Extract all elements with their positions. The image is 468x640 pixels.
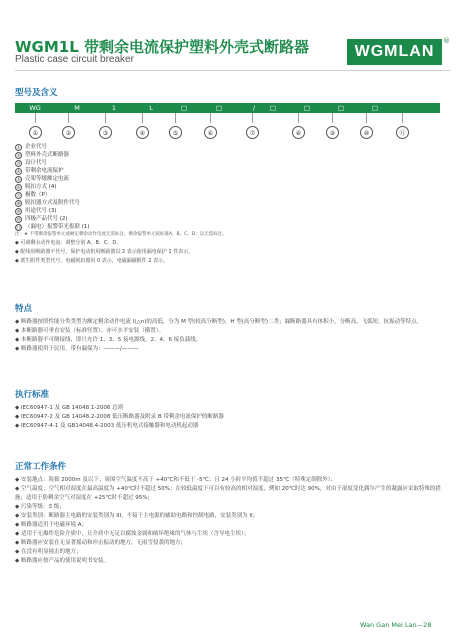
model-code-number: ⑩ [360, 126, 373, 139]
model-code-cell: M [74, 104, 80, 112]
standard-item: ◆ IEC60947-2 及 GB 14048.2-2008 低压断路器及附录 B 带剩余电流保护的断路器 [15, 414, 224, 420]
model-bullet: ◆ 可调剩余动作电流：调整分别 A、B、C、D。 [15, 240, 122, 246]
standards-heading: 执行标准 [15, 390, 50, 400]
condition-item: ◆ 空气温度：空气相对湿度在最高温度为 +40℃时不超过 50%；在较低温度下可以有较高的相对湿度，例如 20℃时达 90%，对由于湿度变化偶尔产生的凝露应采取特殊的措施；适用于防剩余空气对湿度在 +25℃时不超过 95%； [15, 486, 441, 501]
model-code-tick [68, 113, 69, 123]
item-text: 脱扣方式 (4) [25, 184, 57, 190]
item-text: 带剩余电流保护 [25, 168, 64, 174]
model-code-number: ⑦ [246, 126, 259, 139]
item-number: ① [16, 145, 21, 151]
standards-list [15, 404, 447, 431]
model-code-number: ③ [99, 126, 112, 139]
model-code-tick [210, 113, 211, 123]
registered-mark: ® [443, 37, 450, 45]
model-code-tick [35, 113, 36, 123]
condition-item: ◆ 安装地点：海拔 2000m 及以下；周围空气温度不高于 +40℃和不低于 -5℃；且 24 小时平均值不超过 35℃（特殊定制除外）； [15, 477, 336, 483]
model-meaning-item [15, 151, 445, 159]
condition-item: ◆ 断路器适用于电磁环境 A； [15, 522, 87, 528]
item-text: （漏电）报警带光报联 (1) [25, 224, 90, 230]
model-code-cell: □ [371, 104, 379, 112]
item-number: ⑩ [16, 217, 21, 223]
item-text: 用途代号 (3) [25, 208, 57, 214]
model-code-cell: WG [29, 104, 41, 112]
model-meaning-item [15, 207, 445, 215]
item-number: ⑥ [16, 185, 21, 191]
item-number: ⑨ [16, 209, 21, 215]
model-code-tick [332, 113, 333, 123]
header-divider [15, 70, 450, 71]
model-code-tick [298, 113, 299, 123]
model-code-tick [252, 113, 253, 123]
model-code-number: ② [62, 126, 75, 139]
condition-item: ◆ 断路器应按产品的使用说明书安装。 [15, 558, 109, 564]
features-heading: 特点 [15, 304, 33, 314]
feature-item: ◆ 断路器使用于民用，带有漏保为：———/——— [15, 346, 139, 352]
conditions-heading: 正常工作条件 [15, 462, 67, 472]
model-meaning-item [15, 175, 445, 183]
model-code-tick [105, 113, 106, 123]
model-meaning-item [15, 143, 445, 151]
item-number: ② [16, 153, 21, 159]
model-meaning-item [15, 159, 445, 167]
item-text: 极数（P） [25, 192, 51, 198]
model-code-tick [402, 113, 403, 123]
model-meaning-item [15, 183, 445, 191]
model-meaning-item [15, 215, 445, 223]
model-code-number: ① [29, 126, 42, 139]
item-number: ⑦ [16, 193, 21, 199]
model-code-cell: / [252, 104, 256, 112]
model-meaning-item [15, 199, 445, 207]
page-footer: Wan Gan Mei Lan—28 [360, 621, 432, 629]
model-code-cell: L [149, 104, 153, 112]
page-title: WGM1L 带剩余电流保护塑料外壳式断路器 [15, 38, 310, 56]
item-number: ⑧ [16, 201, 21, 207]
item-number: ④ [16, 169, 21, 175]
model-code-cell: □ [180, 104, 188, 112]
item-text: 企业代号 [25, 144, 48, 150]
feature-item: ◆ 断路器按照性能分类类型为额定剩余动作电流 I(△n)的高低，分为 M 型(较高分断型)，H 型(高分断型)二类；漏断路器具有体积小，分断高，飞弧短，抗振动等特点。 [15, 319, 423, 325]
condition-item: ◆ 污染等级：3 级； [15, 504, 65, 510]
model-meaning-item [15, 167, 445, 175]
condition-item: ◆ 适用于无爆炸危险介质中，且介质中无足以腐蚀金属和破坏绝缘的气体与尘埃（含导电尘埃）； [15, 531, 250, 537]
model-code-tick [142, 113, 143, 123]
item-text: 塑料外壳式断路器 [25, 152, 70, 158]
features-list [15, 318, 447, 354]
model-meaning-list [15, 143, 445, 266]
model-heading: 型号及含义 [15, 88, 58, 98]
condition-item: ◆ 安装类别：断路器主电路的安装类别为 III，不接于主电源的辅助电路和控制电路，安装类别为 II； [15, 513, 259, 519]
model-code-cell: □ [337, 104, 345, 112]
item-number: ③ [16, 161, 21, 167]
brand-logo: WGMLAN [347, 39, 442, 65]
model-meaning-item [15, 223, 445, 231]
model-code-cell: □ [269, 104, 277, 112]
standard-item: ◆ IEC60947-1 及 GB 14048.1-2006 总则 [15, 405, 124, 411]
condition-item: ◆ 断路器应安装在无显著摇动和冲击振动的地方，无雨雪侵袭的地方； [15, 540, 186, 546]
item-text: 设计代号 [25, 160, 48, 166]
model-meaning-item [15, 191, 445, 199]
condition-item: ◆ 在没有明显撞击的地方； [15, 549, 82, 555]
item-number: ⑪ [16, 225, 21, 231]
model-code-number: ④ [136, 126, 149, 139]
model-note: 注：★ 不带剩余报警单元或额定剩余动作电流无需标注，剩余报警单元按标准A、B、C、D；以无需标注。 [15, 232, 227, 237]
item-text: 壳架等级额定电流 [25, 176, 70, 182]
conditions-list [15, 476, 447, 566]
item-text: 脱扣器方式及附件代号 [25, 200, 81, 206]
item-text: 四极产品代号 (2) [25, 216, 68, 222]
feature-item: ◆ 本断路器不可倒接线，即只允许 1、3、5 接电源线，2、4、6 接负载线。 [15, 337, 202, 343]
item-number: ⑤ [16, 177, 21, 183]
page-subtitle: Plastic case circuit breaker [15, 54, 134, 65]
model-code-number: ⑤ [169, 126, 182, 139]
model-code-number: ⑪ [396, 126, 409, 139]
model-code-tick [175, 113, 176, 123]
model-code-tick [366, 113, 367, 123]
model-code-cell: □ [303, 104, 311, 112]
model-bullet: ◆ 派生附件类型代号，电磁脱扣器用 0 表示，电磁漏磁附件 2 表示。 [15, 258, 169, 264]
model-code-cell: □ [215, 104, 223, 112]
standard-item: ◆ IEC60947-4-1 及 GB14048.4-2003 低压机电式接触器和电动机起动器 [15, 423, 199, 429]
model-code-number: ⑨ [326, 126, 339, 139]
model-code-cell: 1 [111, 104, 117, 112]
model-code-number: ⑧ [292, 126, 305, 139]
model-code-number: ⑥ [204, 126, 217, 139]
feature-item: ◆ 本断路器可垂直安装（标准竖置）、亦可水平安装（横置）。 [15, 328, 164, 334]
model-bullet: ◆ 配线用断路器不代号，保护电动机用断路器以 2 表示使用漏电保护 1 件表示。 [15, 249, 194, 255]
